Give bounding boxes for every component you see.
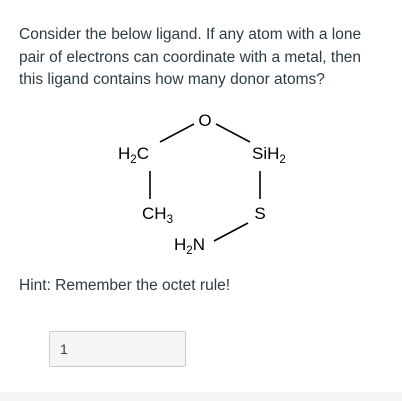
- atom-h2n: $H_2N$: [174, 235, 205, 257]
- atom-oxygen: O: [198, 111, 212, 130]
- atom-sih2: SiH$_2$: [252, 144, 286, 166]
- bottom-divider: [0, 392, 402, 401]
- atom-ch2: $H_2C$: [118, 144, 149, 166]
- atom-ch3: $CH_3$: [142, 204, 173, 226]
- bond-o-si: [216, 124, 250, 142]
- answer-input[interactable]: 1: [49, 331, 186, 367]
- question-text: Consider the below ligand. If any atom with a lone pair of electrons can coordinate with a metal, then this ligand contains how many donor atoms?: [19, 26, 362, 88]
- bond-n-s: [214, 223, 248, 241]
- atom-sulfur: S: [254, 204, 266, 223]
- hint-text: Hint: Remember the octet rule!: [19, 277, 231, 294]
- bond-c-o: [160, 124, 194, 142]
